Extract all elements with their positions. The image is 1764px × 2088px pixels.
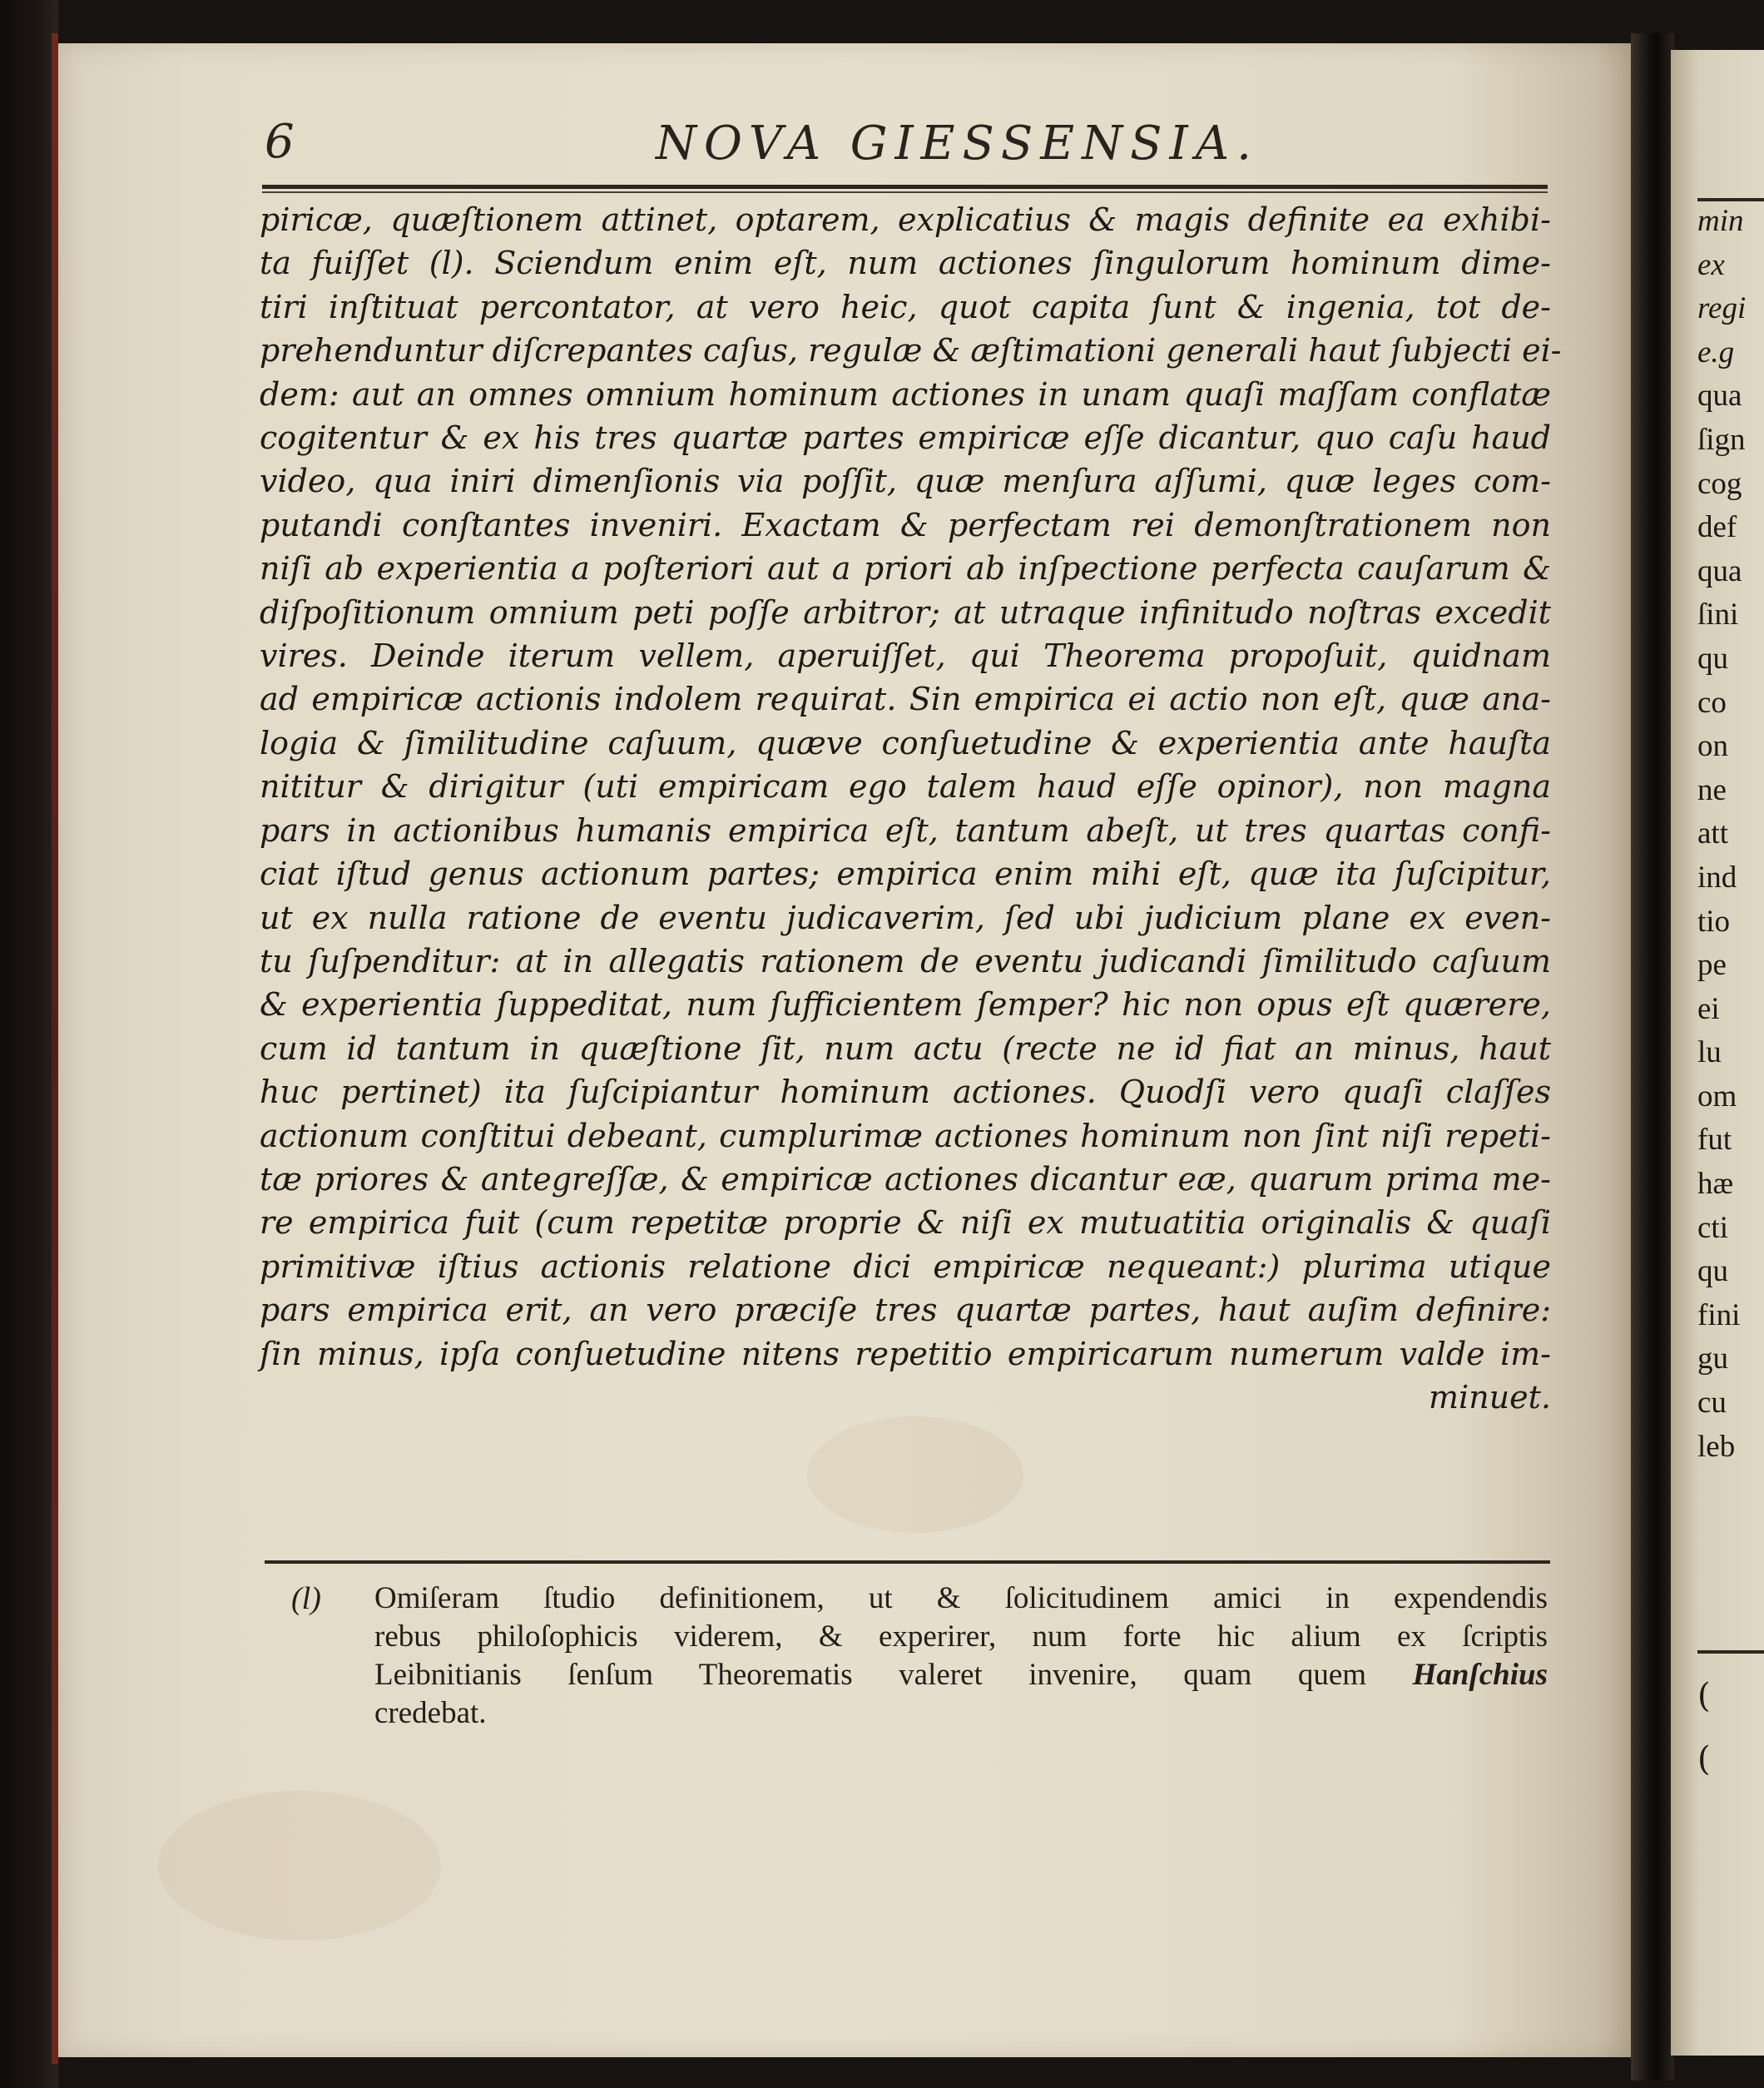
text-line: ſin minus, ipſa conſuetudine nitens repetitio empiricarum numerum valde im- bbox=[260, 1335, 1551, 1372]
fragment: lu bbox=[1697, 1035, 1722, 1070]
fragment: min bbox=[1697, 204, 1744, 238]
text-line: ad empiricæ actionis indolem requirat. Sin empirica ei actio non eſt, quæ ana- bbox=[260, 681, 1551, 718]
text-line: logia & ſimilitudine caſuum, quæve conſuetudine & experientia ante hauſta bbox=[260, 724, 1551, 761]
fragment: ſign bbox=[1697, 422, 1746, 457]
text-line: huc pertinet) ita ſuſcipiantur hominum actiones. Quodſi vero quaſi claſſes bbox=[260, 1074, 1551, 1111]
fragment: ei bbox=[1697, 991, 1720, 1026]
fragment: tio bbox=[1697, 904, 1731, 939]
footnote-mark: (l) bbox=[291, 1581, 321, 1616]
footnote-line: credebat. bbox=[374, 1696, 487, 1730]
fragment: qu bbox=[1697, 1254, 1728, 1289]
footnote-line: rebus philoſophicis viderem, & experirer, num forte hic alium ex ſcriptis bbox=[374, 1619, 1548, 1654]
text-line: tæ priores & antegreſſæ, & empiricæ actiones dicantur eæ, quarum prima me- bbox=[260, 1160, 1551, 1198]
facing-page-text-fragments bbox=[1697, 179, 1764, 1760]
footnote-body bbox=[374, 1580, 1548, 1733]
fragment: hæ bbox=[1697, 1167, 1734, 1202]
text-line: cum id tantum in quæſtione ſit, num actu (recte ne id fiat an minus, haut bbox=[260, 1029, 1551, 1067]
fragment: qu bbox=[1697, 641, 1728, 676]
text-line: putandi conſtantes inveniri. Exactam & perfectam rei demonſtrationem non bbox=[260, 506, 1551, 543]
text-line: minuet. bbox=[1429, 1378, 1551, 1416]
fragment: fini bbox=[1697, 1297, 1741, 1332]
running-head bbox=[265, 115, 1546, 173]
footnote-line-text: Leibnitianis ſenſum Theorematis valeret invenire, quam quem bbox=[374, 1658, 1367, 1692]
fragment: ex bbox=[1697, 247, 1725, 282]
text-line: pars empirica erit, an vero præciſe tres quartæ partes, haut auſim definire: bbox=[260, 1292, 1551, 1329]
text-line: cogitentur & ex his tres quartæ partes empiricæ eſſe dicantur, quo caſu haud bbox=[260, 419, 1551, 457]
fragment: ſini bbox=[1697, 598, 1739, 632]
fragment: qua bbox=[1697, 379, 1742, 414]
left-page-edge bbox=[0, 0, 58, 2088]
fragment: om bbox=[1697, 1079, 1737, 1113]
text-line: ta fuiſſet (l). Sciendum enim eſt, num actiones ſingulorum hominum dime- bbox=[260, 245, 1551, 282]
footnote-author-name: Hanſchius bbox=[1412, 1658, 1548, 1692]
text-line: ut ex nulla ratione de eventu judicaverim, ſed ubi judicium plane ex even- bbox=[260, 899, 1551, 936]
fragment: regi bbox=[1697, 291, 1747, 326]
text-line: tu ſuſpenditur: at in allegatis rationem de eventu judicandi ſimilitudo caſuum bbox=[260, 942, 1551, 980]
fragment: ( bbox=[1697, 1740, 1711, 1778]
fragment: on bbox=[1697, 729, 1728, 764]
text-line: re empirica fuit (cum repetitæ proprie & niſi ex mutuatitia originalis & quaſi bbox=[260, 1204, 1551, 1242]
fragment: pe bbox=[1697, 948, 1727, 983]
text-line: primitivæ iſtius actionis relatione dici empiricæ nequeant:) plurima utique bbox=[260, 1247, 1551, 1285]
footnote-line-with-name bbox=[374, 1656, 1548, 1694]
text-line: piricæ, quæſtionem attinet, optarem, explicatius & magis definite ea exhibi- bbox=[260, 201, 1551, 238]
text-line: prehenduntur diſcrepantes caſus, regulæ & æſtimationi generali haut ſubjecti ei- bbox=[260, 332, 1562, 369]
text-line: nititur & dirigitur (uti empiricam ego talem haud eſſe opinor), non magna bbox=[260, 768, 1551, 806]
footnote-rule bbox=[265, 1560, 1550, 1564]
text-line: pars in actionibus humanis empirica eſt, tantum abeſt, ut tres quartas confi- bbox=[260, 811, 1551, 849]
fragment: ne bbox=[1697, 772, 1727, 807]
fragment: def bbox=[1697, 510, 1737, 545]
fragment: leb bbox=[1697, 1429, 1736, 1464]
fragment: e.g bbox=[1697, 335, 1735, 369]
paper-stain bbox=[158, 1791, 441, 1941]
text-line: niſi ab experientia a poſteriori aut a priori ab inſpectione perfecta cauſarum & bbox=[260, 550, 1551, 588]
text-line: vires. Deinde iterum vellem, aperuiſſet, qui Theorema propoſuit, quidnam bbox=[260, 637, 1551, 675]
paper-stain bbox=[807, 1416, 1023, 1533]
text-line: & experientia ſuppeditat, num ſufficientem ſemper? hic non opus eſt quærere, bbox=[260, 986, 1551, 1024]
text-line: dem: aut an omnes omnium hominum actiones in unam quaſi maſſam conflatæ bbox=[260, 375, 1551, 413]
binding-thread bbox=[52, 33, 58, 2064]
text-line: ciat iſtud genus actionum partes; empirica enim mihi eſt, quæ ita ſuſcipitur, bbox=[260, 856, 1551, 893]
fragment: cu bbox=[1697, 1386, 1727, 1421]
text-line: diſpoſitionum omnium peti poſſe arbitror; at utraque infinitudo noſtras excedit bbox=[260, 593, 1551, 631]
text-line: video, qua iniri dimenſionis via poſſit, quæ menſura aſſumi, quæ leges com- bbox=[260, 463, 1551, 500]
running-title: NOVA GIESSENSIA. bbox=[656, 117, 1259, 171]
fragment: cti bbox=[1697, 1210, 1728, 1245]
fragment: fut bbox=[1697, 1123, 1732, 1158]
main-text-block bbox=[260, 198, 1562, 1419]
header-rule bbox=[262, 185, 1548, 189]
fragment: ( bbox=[1697, 1677, 1711, 1715]
fragment: cog bbox=[1697, 466, 1742, 501]
page-number: 6 bbox=[265, 115, 295, 169]
fragment: co bbox=[1697, 685, 1727, 720]
facing-page-footnote-fragments bbox=[1697, 1664, 1764, 1831]
header-rule-thin bbox=[262, 191, 1548, 193]
footnote-line: Omiſeram ſtudio definitionem, ut & ſolicitudinem amici in expendendis bbox=[374, 1581, 1548, 1615]
fragment: qua bbox=[1697, 553, 1742, 588]
facing-page-footnote-rule bbox=[1697, 1650, 1764, 1654]
text-line: actionum conſtitui debeant, cumplurimæ actiones hominum non ſint niſi repeti- bbox=[260, 1117, 1551, 1154]
text-line: tiri inſtituat percontator, at vero heic, quot capita ſunt & ingenia, tot de- bbox=[260, 288, 1551, 325]
fragment: gu bbox=[1697, 1342, 1728, 1376]
fragment: ind bbox=[1697, 860, 1737, 895]
fragment: att bbox=[1697, 816, 1728, 851]
book-gutter bbox=[1631, 33, 1674, 2081]
